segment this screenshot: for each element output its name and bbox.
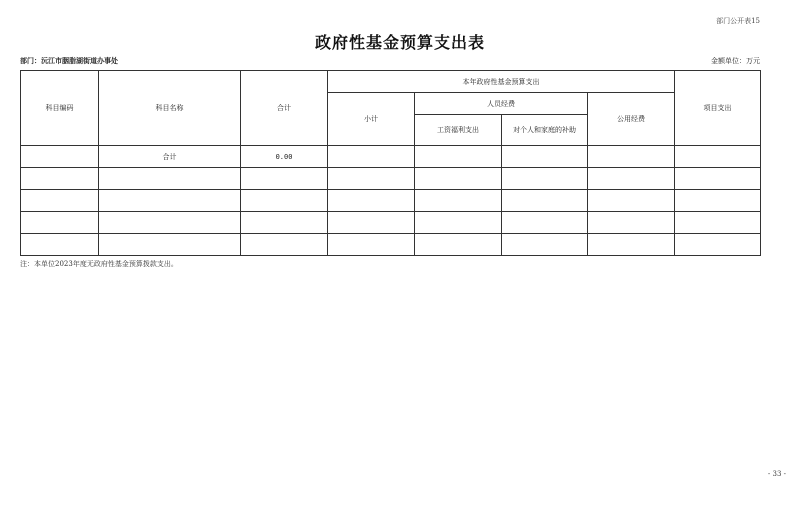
form-number: 部门公开表15	[716, 17, 760, 25]
cell-total	[241, 168, 328, 190]
page-title: 政府性基金预算支出表	[314, 33, 485, 52]
cell-subtotal	[328, 190, 415, 212]
table-row	[21, 146, 761, 168]
cell-wages	[415, 190, 502, 212]
cell-subtotal	[328, 234, 415, 256]
cell-public	[588, 168, 675, 190]
header-wages-welfare: 工资福利支出	[415, 115, 502, 146]
cell-subsidy	[502, 212, 588, 234]
cell-name: 合计	[99, 146, 241, 168]
table-row	[21, 212, 761, 234]
cell-wages	[415, 212, 502, 234]
cell-subsidy	[502, 146, 588, 168]
cell-name	[99, 190, 241, 212]
cell-public	[588, 146, 675, 168]
cell-subtotal	[328, 146, 415, 168]
cell-total: 0.00	[241, 146, 328, 168]
cell-project	[675, 190, 761, 212]
cell-code	[21, 146, 99, 168]
table-row	[21, 234, 761, 256]
cell-name	[99, 234, 241, 256]
cell-subsidy	[502, 168, 588, 190]
cell-public	[588, 212, 675, 234]
cell-subsidy	[502, 234, 588, 256]
cell-code	[21, 234, 99, 256]
header-total: 合计	[241, 71, 328, 146]
cell-name	[99, 212, 241, 234]
cell-project	[675, 234, 761, 256]
cell-subtotal	[328, 168, 415, 190]
page-number: - 33 -	[767, 470, 786, 478]
header-public-expenses: 公用经费	[588, 93, 675, 146]
cell-code	[21, 168, 99, 190]
expenditure-table	[20, 70, 761, 256]
header-subtotal: 小计	[328, 93, 415, 146]
header-subject-name: 科目名称	[99, 71, 241, 146]
header-personnel-group: 人员经费	[415, 93, 588, 115]
department-label: 部门：沅江市胭脂湖街道办事处	[20, 56, 118, 65]
cell-total	[241, 190, 328, 212]
cell-code	[21, 212, 99, 234]
cell-subtotal	[328, 212, 415, 234]
header-project-expenditure: 项目支出	[675, 71, 761, 146]
header-current-year-group: 本年政府性基金预算支出	[328, 71, 675, 93]
cell-project	[675, 212, 761, 234]
cell-wages	[415, 168, 502, 190]
cell-subsidy	[502, 190, 588, 212]
cell-public	[588, 190, 675, 212]
table-row	[21, 168, 761, 190]
cell-project	[675, 146, 761, 168]
cell-name	[99, 168, 241, 190]
footnote: 注：本单位2023年度无政府性基金预算拨款支出。	[20, 260, 178, 268]
cell-total	[241, 212, 328, 234]
cell-public	[588, 234, 675, 256]
cell-wages	[415, 234, 502, 256]
header-household-subsidy: 对个人和家庭的补助	[502, 115, 588, 146]
table-row	[21, 190, 761, 212]
amount-unit-label: 金额单位：万元	[711, 57, 760, 65]
cell-total	[241, 234, 328, 256]
header-subject-code: 科目编码	[21, 71, 99, 146]
cell-code	[21, 190, 99, 212]
cell-project	[675, 168, 761, 190]
cell-wages	[415, 146, 502, 168]
